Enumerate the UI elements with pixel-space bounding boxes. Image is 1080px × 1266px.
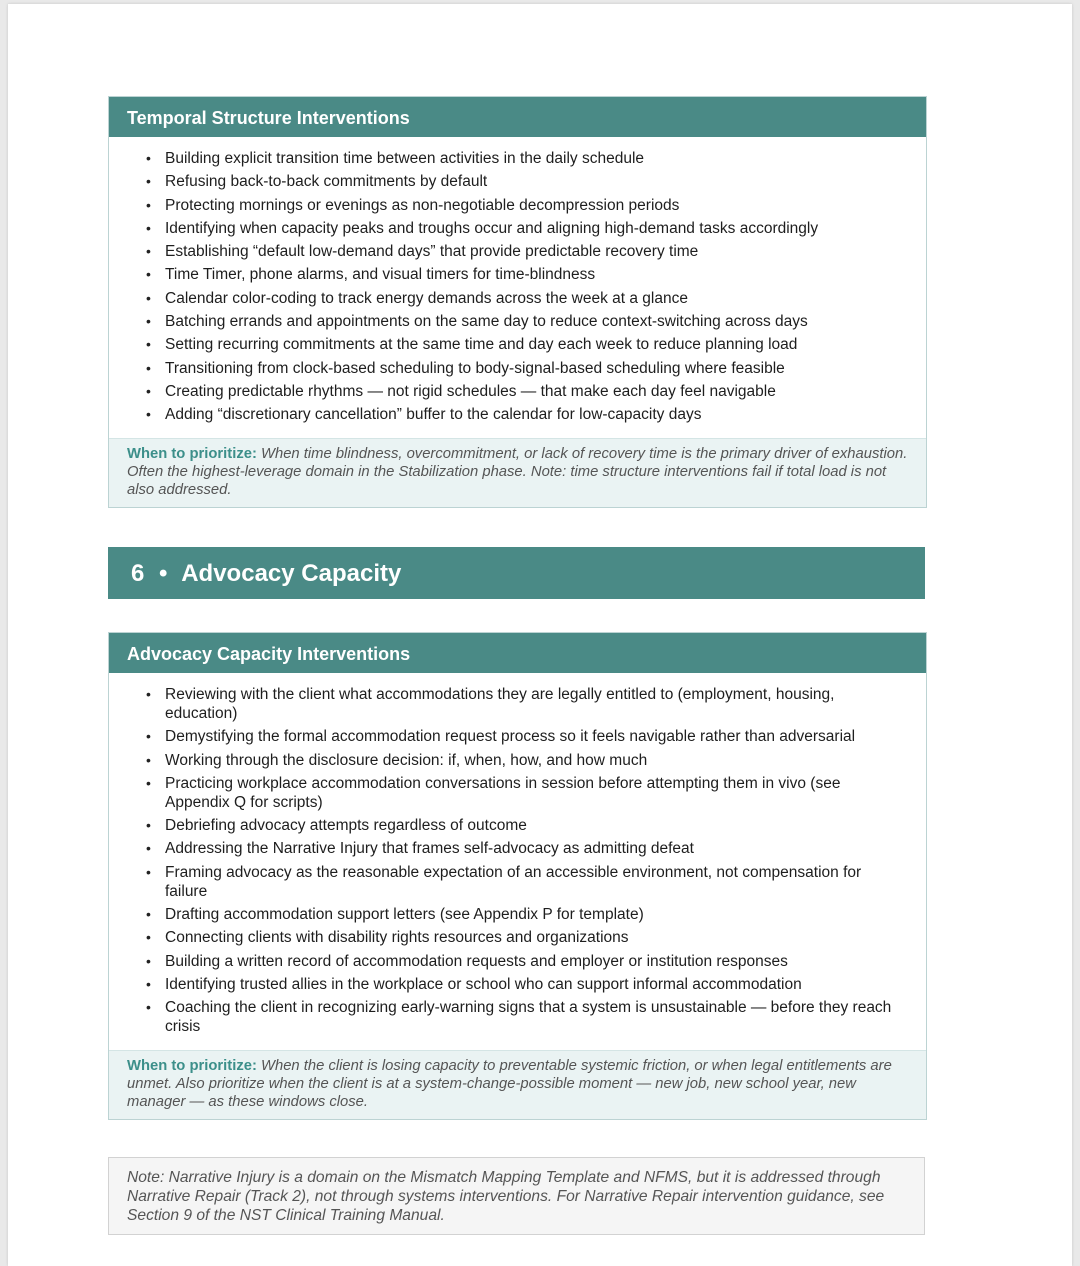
document-page (8, 4, 1072, 1266)
list-item: • Demystifying the formal accommodation request process so it feels navigable rather than adversarial (146, 727, 906, 746)
list-item: • Working through the disclosure decision: if, when, how, and how much (146, 751, 906, 770)
section-separator: • (159, 560, 168, 587)
list-item: • Adding “discretionary cancellation” buffer to the calendar for low-capacity days (146, 405, 906, 424)
list-item: • Refusing back-to-back commitments by default (146, 172, 906, 191)
section-heading (108, 547, 925, 599)
panel-title: Advocacy Capacity Interventions (109, 633, 926, 673)
section-title: Advocacy Capacity (181, 560, 402, 587)
list-item: • Creating predictable rhythms — not rigid schedules — that make each day feel navigable (146, 382, 906, 401)
list-item: • Time Timer, phone alarms, and visual timers for time-blindness (146, 265, 906, 284)
panel-title: Temporal Structure Interventions (109, 97, 926, 137)
list-item: • Transitioning from clock-based scheduling to body-signal-based scheduling where feasible (146, 359, 906, 378)
list-item: • Identifying trusted allies in the workplace or school who can support informal accommodation (146, 975, 906, 994)
intervention-list (109, 137, 926, 438)
priority-note (109, 438, 926, 507)
section-number: 6 (131, 560, 145, 587)
narrative-injury-note: Note: Narrative Injury is a domain on the Mismatch Mapping Template and NFMS, but it is addressed through Narrative Repair (Track 2), not through systems interventions. For Narrative Repair intervention guidance, see Section 9 of the NST Clinical Training Manual. (108, 1157, 925, 1235)
list-item: • Framing advocacy as the reasonable expectation of an accessible environment, not compensation for failure (146, 863, 906, 901)
list-item: • Practicing workplace accommodation conversations in session before attempting them in vivo (see Appendix Q for scripts) (146, 774, 906, 812)
priority-text: When time blindness, overcommitment, or lack of recovery time is the primary driver of exhaustion. Often the highest-leverage domain in the Stabilization phase. Note: time structure interventions fail if total load is not also addressed. (127, 445, 908, 498)
list-item: • Protecting mornings or evenings as non-negotiable decompression periods (146, 196, 906, 215)
list-item: • Coaching the client in recognizing early-warning signs that a system is unsustainable — before they reach crisis (146, 998, 906, 1036)
list-item: • Building a written record of accommodation requests and employer or institution responses (146, 952, 906, 971)
advocacy-capacity-panel (108, 632, 927, 1120)
priority-text: When the client is losing capacity to preventable systemic friction, or when legal entitlements are unmet. Also prioritize when the client is at a system-change-possible moment — new job, new school year, new manager — as these windows close. (127, 1057, 892, 1110)
temporal-structure-panel (108, 96, 927, 508)
list-item: • Reviewing with the client what accommodations they are legally entitled to (employment, housing, education) (146, 685, 906, 723)
list-item: • Debriefing advocacy attempts regardless of outcome (146, 816, 906, 835)
list-item: • Connecting clients with disability rights resources and organizations (146, 928, 906, 947)
list-item: • Identifying when capacity peaks and troughs occur and aligning high-demand tasks accordingly (146, 219, 906, 238)
priority-note (109, 1050, 926, 1119)
list-item: • Batching errands and appointments on the same day to reduce context-switching across days (146, 312, 906, 331)
priority-label: When to prioritize: (127, 1057, 257, 1074)
list-item: • Building explicit transition time between activities in the daily schedule (146, 149, 906, 168)
priority-label: When to prioritize: (127, 445, 257, 462)
list-item: • Calendar color-coding to track energy demands across the week at a glance (146, 289, 906, 308)
list-item: • Setting recurring commitments at the same time and day each week to reduce planning load (146, 335, 906, 354)
intervention-list (109, 673, 926, 1050)
list-item: • Addressing the Narrative Injury that frames self-advocacy as admitting defeat (146, 839, 906, 858)
list-item: • Drafting accommodation support letters (see Appendix P for template) (146, 905, 906, 924)
list-item: • Establishing “default low-demand days” that provide predictable recovery time (146, 242, 906, 261)
